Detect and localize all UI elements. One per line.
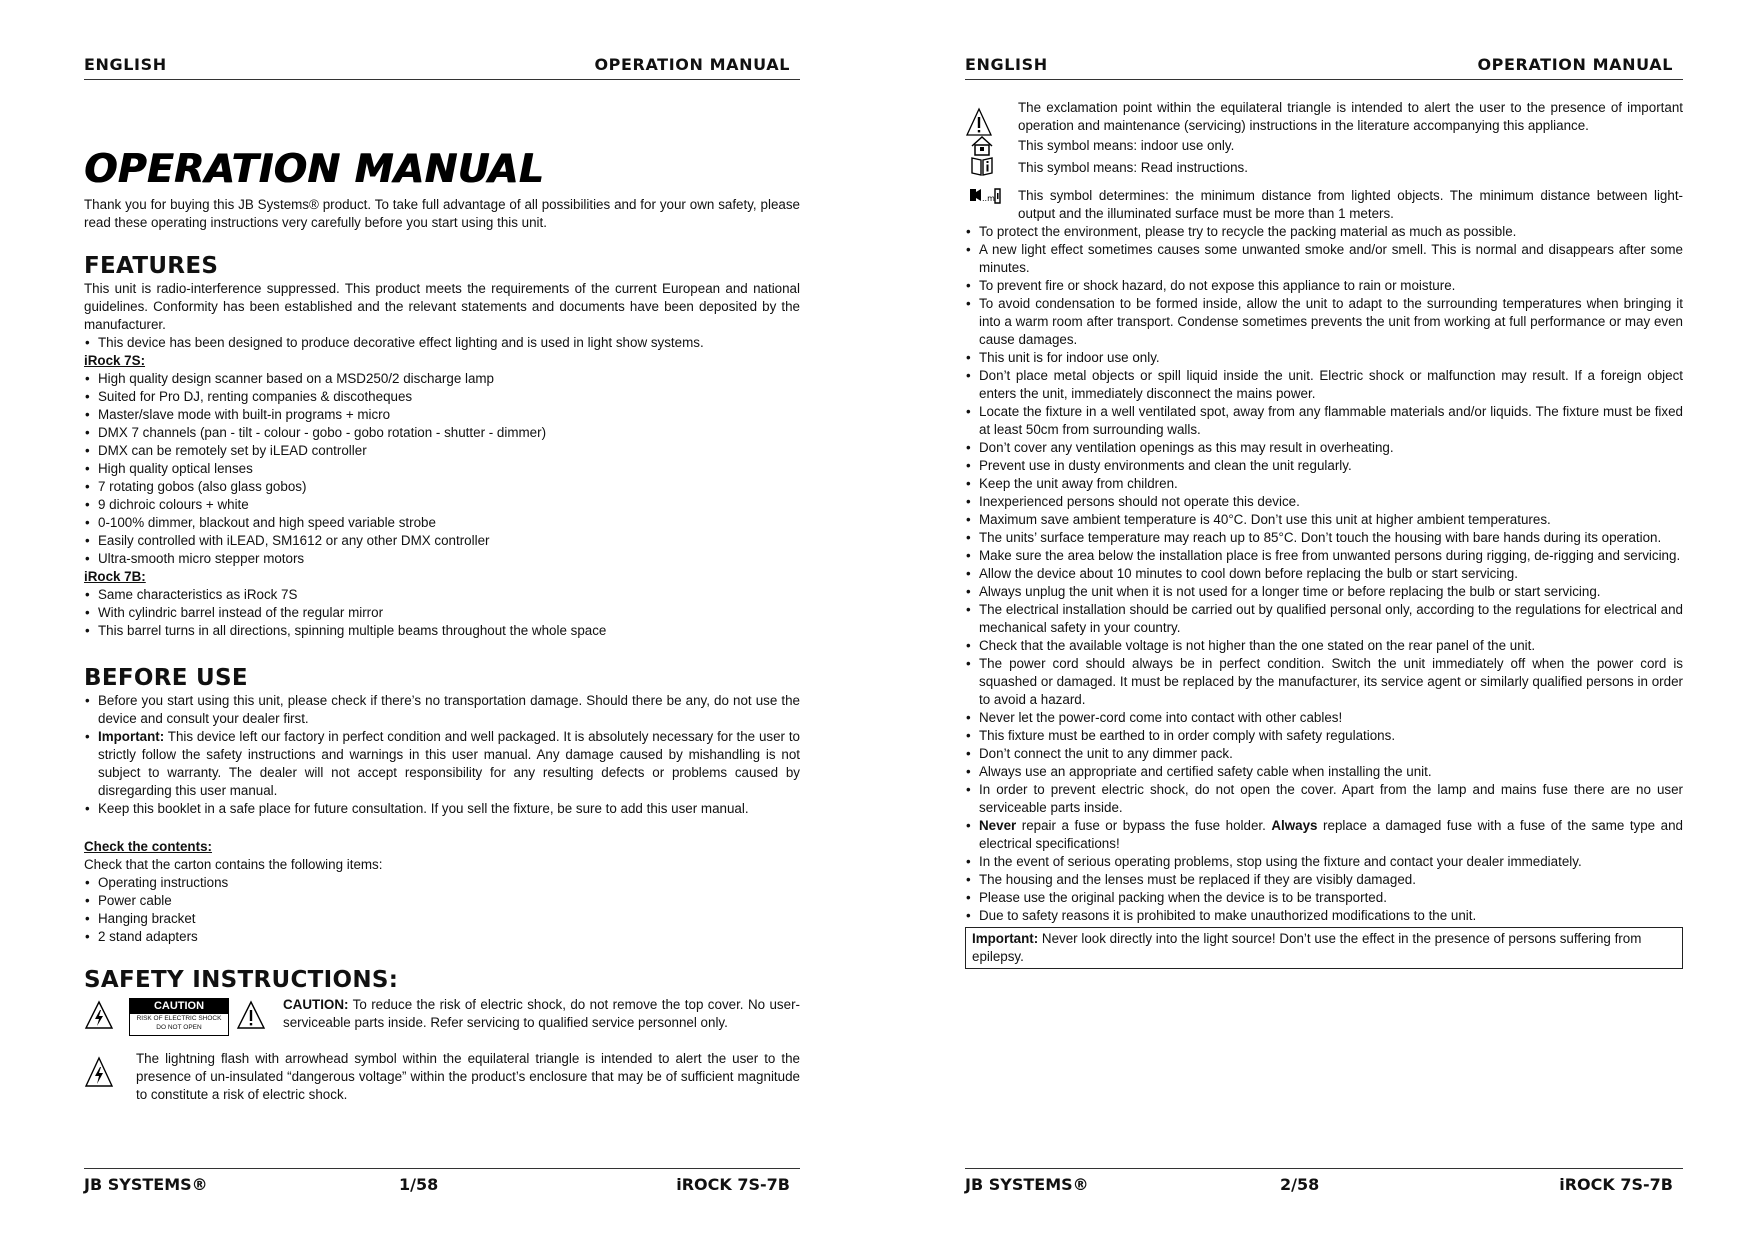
page-2-body: [965, 99, 1683, 969]
page-footer: [84, 1168, 800, 1199]
list-item: • Keep the unit away from children.: [965, 475, 1683, 493]
important-text: This device left our factory in perfect condition and well packaged. It is absolutely necessary for the user to strictly follow the safety instructions and warnings in this user manual. Any damage caused by mishandling is not subject to warranty. The dealer will not accept responsibility for any resulting defects or problems caused by disregarding this user manual.: [98, 729, 800, 798]
check-contents-text: Check that the carton contains the following items:: [84, 857, 383, 872]
footer-model: iROCK 7S-7B: [1559, 1175, 1673, 1194]
important-label: Important:: [972, 931, 1039, 946]
header-title: OPERATION MANUAL: [1477, 55, 1673, 74]
list-item: • To protect the environment, please try to recycle the packing material as much as possible.: [965, 223, 1683, 241]
document-title: OPERATION MANUAL: [84, 147, 544, 192]
list-item: • Don’t connect the unit to any dimmer pack.: [965, 745, 1683, 763]
list-item: • DMX 7 channels (pan - tilt - colour - gobo - gobo rotation - shutter - dimmer): [84, 424, 800, 442]
features-heading: FEATURES: [84, 253, 219, 279]
irock7b-subheading: iRock 7B:: [84, 569, 146, 584]
caution-label: CAUTION:: [283, 997, 349, 1012]
caution-text: [283, 996, 800, 1032]
list-item: • Inexperienced persons should not operate this device.: [965, 493, 1683, 511]
list-item: • High quality design scanner based on a MSD250/2 discharge lamp: [84, 370, 800, 388]
caution-label-icon: [129, 998, 229, 1036]
list-item: • The units’ surface temperature may reach up to 85°C. Don’t touch the housing with bare hands during its operation.: [965, 529, 1683, 547]
lightning-block: [84, 1050, 800, 1104]
distance-symbol-text: This symbol determines: the minimum distance from lighted objects. The minimum distance between light-output and the illuminated surface must be more than 1 meters.: [1018, 188, 1683, 221]
lightning-warning-icon: [84, 1000, 114, 1030]
lightning-warning-icon: [84, 1056, 114, 1088]
list-item: • Don’t cover any ventilation openings as this may result in overheating.: [965, 439, 1683, 457]
exclamation-symbol-text: The exclamation point within the equilateral triangle is intended to alert the user to the presence of important operation and maintenance (servicing) instructions in the literature accompanying this appliance.: [1018, 100, 1683, 133]
list-item: • Suited for Pro DJ, renting companies & discotheques: [84, 388, 800, 406]
list-item: • To avoid condensation to be formed inside, allow the unit to adapt to the surrounding temperatures when bringing it into a warm room after transport. Condense sometimes prevents the unit from working at full performance or may even cause damages.: [965, 295, 1683, 349]
header-language: ENGLISH: [965, 55, 1048, 74]
list-item: • Power cable: [84, 892, 800, 910]
header-title: OPERATION MANUAL: [594, 55, 790, 74]
list-item: • Same characteristics as iRock 7S: [84, 586, 800, 604]
list-item: [84, 728, 800, 800]
safety-instructions-list-continued: [965, 853, 1683, 925]
list-item: • 9 dichroic colours + white: [84, 496, 800, 514]
footer-brand: JB SYSTEMS®: [84, 1175, 208, 1194]
list-item: • Master/slave mode with built-in programs + micro: [84, 406, 800, 424]
list-item: • Never let the power-cord come into contact with other cables!: [965, 709, 1683, 727]
list-item: • DMX can be remotely set by iLEAD controller: [84, 442, 800, 460]
safety-heading: SAFETY INSTRUCTIONS:: [84, 967, 399, 993]
before-use-heading: BEFORE USE: [84, 665, 248, 691]
list-item: [965, 817, 1683, 853]
features-text: This unit is radio-interference suppressed. This product meets the requirements of the current European and national guidelines. Conformity has been established and the relevant statements and documents have been deposited by the manufacturer.: [84, 281, 800, 332]
list-item: • In the event of serious operating problems, stop using the fixture and contact your dealer immediately.: [965, 853, 1683, 871]
read-symbol-text: This symbol means: Read instructions.: [1018, 160, 1248, 175]
list-item: • To prevent fire or shock hazard, do not expose this appliance to rain or moisture.: [965, 277, 1683, 295]
list-item: • This unit is for indoor use only.: [965, 349, 1683, 367]
irock7s-subheading: iRock 7S:: [84, 353, 146, 368]
fuse-text-end: replace a damaged fuse with a fuse of the same type and electrical specifications!: [979, 818, 1683, 851]
list-item: • Locate the fixture in a well ventilated spot, away from any flammable materials and/or liquids. The fixture must be fixed at least 50cm from surrounding walls.: [965, 403, 1683, 439]
footer-model: iROCK 7S-7B: [676, 1175, 790, 1194]
list-item: • Hanging bracket: [84, 910, 800, 928]
list-item: • The electrical installation should be carried out by qualified personal only, according to the regulations for electrical and mechanical safety in your country.: [965, 601, 1683, 637]
list-item: • High quality optical lenses: [84, 460, 800, 478]
features-intro-list: [84, 334, 800, 352]
list-item: • This barrel turns in all directions, spinning multiple beams throughout the whole space: [84, 622, 800, 640]
list-item: • With cylindric barrel instead of the regular mirror: [84, 604, 800, 622]
fuse-instruction-list: [965, 817, 1683, 853]
before-use-list: [84, 692, 800, 818]
list-item: • Check that the available voltage is not higher than the one stated on the rear panel of the unit.: [965, 637, 1683, 655]
safety-instructions-list: [965, 223, 1683, 817]
list-item: • Keep this booklet in a safe place for future consultation. If you sell the fixture, be sure to add this user manual.: [84, 800, 800, 818]
house-indoor-icon: [970, 135, 994, 157]
footer-brand: JB SYSTEMS®: [965, 1175, 1089, 1194]
irock7b-feature-list: [84, 586, 800, 640]
list-item: • Make sure the area below the installation place is free from unwanted persons during rigging, de-rigging and servicing.: [965, 547, 1683, 565]
important-text: Never look directly into the light source! Don’t use the effect in the presence of persons suffering from epilepsy.: [972, 931, 1642, 964]
read-symbol-row: [965, 159, 1683, 187]
footer-page-number: 1/58: [399, 1175, 439, 1194]
list-item: • This fixture must be earthed to in order comply with safety regulations.: [965, 727, 1683, 745]
always-label: Always: [1271, 818, 1318, 833]
important-notice-box: [965, 927, 1683, 969]
list-item: • Ultra-smooth micro stepper motors: [84, 550, 800, 568]
list-item: • Operating instructions: [84, 874, 800, 892]
page-header: [84, 55, 800, 80]
contents-list: [84, 874, 800, 946]
page-1-body: [84, 146, 800, 1104]
fuse-text: repair a fuse or bypass the fuse holder.: [1016, 818, 1272, 833]
list-item: • Prevent use in dusty environments and clean the unit regularly.: [965, 457, 1683, 475]
caution-label-title: CAUTION: [130, 999, 228, 1014]
list-item: • The power cord should always be in perfect condition. Switch the unit immediately off when the power cord is squashed or damaged. It must be replaced by the manufacturer, its service agent or similarly qualified persons in order to avoid a hazard.: [965, 655, 1683, 709]
distance-symbol-row: [965, 187, 1683, 223]
list-item: • This device has been designed to produce decorative effect lighting and is used in light show systems.: [84, 334, 800, 352]
indoor-symbol-text: This symbol means: indoor use only.: [1018, 138, 1235, 153]
list-item: • A new light effect sometimes causes some unwanted smoke and/or smell. This is normal and disappears after some minutes.: [965, 241, 1683, 277]
indoor-symbol-row: [965, 137, 1683, 159]
check-contents-heading: Check the contents:: [84, 839, 212, 854]
exclamation-warning-icon: [965, 107, 993, 137]
page-footer: [965, 1168, 1683, 1199]
caution-label-line: DO NOT OPEN: [156, 1024, 202, 1031]
minimum-distance-icon: [969, 187, 1003, 205]
list-item: • The housing and the lenses must be replaced if they are visibly damaged.: [965, 871, 1683, 889]
caution-label-line: RISK OF ELECTRIC SHOCK: [136, 1015, 222, 1022]
list-item: • Before you start using this unit, please check if there’s no transportation damage. Should there be any, do not use the device and consult your dealer first.: [84, 692, 800, 728]
list-item: • 7 rotating gobos (also glass gobos): [84, 478, 800, 496]
list-item: • Always use an appropriate and certified safety cable when installing the unit.: [965, 763, 1683, 781]
list-item: • Don’t place metal objects or spill liquid inside the unit. Electric shock or malfunction may result. If a foreign object enters the unit, immediately disconnect the mains power.: [965, 367, 1683, 403]
exclamation-symbol-row: [965, 99, 1683, 135]
intro-paragraph: Thank you for buying this JB Systems® product. To take full advantage of all possibilities and for your own safety, please read these operating instructions very carefully before you start using this unit.: [84, 197, 800, 230]
footer-page-number: 2/58: [1280, 1175, 1320, 1194]
list-item: • Due to safety reasons it is prohibited to make unauthorized modifications to the unit.: [965, 907, 1683, 925]
caution-body: To reduce the risk of electric shock, do not remove the top cover. No user-serviceable parts inside. Refer servicing to qualified service personnel only.: [283, 997, 800, 1030]
list-item: • 0-100% dimmer, blackout and high speed variable strobe: [84, 514, 800, 532]
header-language: ENGLISH: [84, 55, 167, 74]
page-header: [965, 55, 1683, 80]
list-item: • Allow the device about 10 minutes to cool down before replacing the bulb or start servicing.: [965, 565, 1683, 583]
list-item: • 2 stand adapters: [84, 928, 800, 946]
irock7s-feature-list: [84, 370, 800, 568]
lightning-text: The lightning flash with arrowhead symbol within the equilateral triangle is intended to alert the user to the presence of un-insulated “dangerous voltage” within the product’s enclosure that may be of sufficient magnitude to constitute a risk of electric shock.: [136, 1051, 800, 1102]
page-2: [965, 0, 1683, 1240]
list-item: • Easily controlled with iLEAD, SM1612 or any other DMX controller: [84, 532, 800, 550]
list-item: • Always unplug the unit when it is not used for a longer time or before replacing the bulb or start servicing.: [965, 583, 1683, 601]
caution-block: [84, 996, 800, 1050]
important-label: Important:: [98, 729, 165, 744]
list-item: • Please use the original packing when the device is to be transported.: [965, 889, 1683, 907]
distance-icon-label: ..m: [982, 194, 995, 203]
list-item: • In order to prevent electric shock, do not open the cover. Apart from the lamp and mains fuse there are no user serviceable parts inside.: [965, 781, 1683, 817]
list-item: • Maximum save ambient temperature is 40°C. Don’t use this unit at higher ambient temperatures.: [965, 511, 1683, 529]
exclamation-warning-icon: [236, 1000, 266, 1030]
read-instructions-icon: [970, 155, 994, 177]
page-1: [84, 0, 800, 1240]
never-label: Never: [979, 818, 1017, 833]
